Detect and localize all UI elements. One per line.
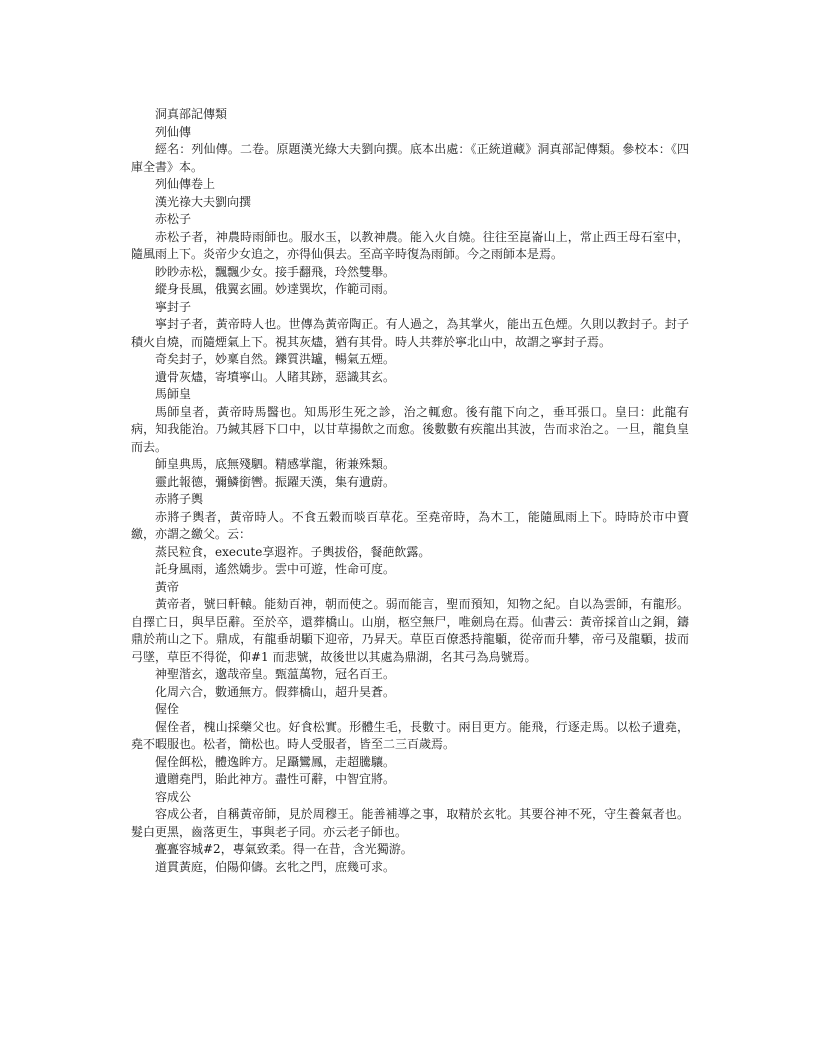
verse-rongchenggong-2: 道貫黃庭，伯陽仰儔。玄牝之門，庶幾可求。 <box>155 859 396 874</box>
biography-body-chisongzi: 赤松子者，神農時雨師也。服水玉，以教神農。能入火自燒。往往至崑崙山上，常止西王母石室中，隨風雨上下。炎帝少女追之，亦得仙俱去。至高辛時復為雨師。今之雨師本是焉。 <box>131 229 689 261</box>
biography-body-mashihuang: 馬師皇者，黃帝時馬醫也。知馬形生死之診，治之輒愈。後有龍下向之，垂耳張口。皇曰：此龍有病，知我能治。乃緘其唇下口中，以甘草揚飲之而愈。後數數有疾龍出其波，告而求治之。一旦，龍負皇而去。 <box>131 404 689 454</box>
verse-rongchenggong-1: 亹亹容城#2，專氣致柔。得一在昔，含光獨游。 <box>155 842 413 856</box>
verse-ningfengzi-2: 遺骨灰燼，寄墳寧山。人睹其跡，惡識其玄。 <box>155 369 396 384</box>
verse-huangdi-1: 神聖湝玄，邈哉帝皇。甄蕰萬物，冠名百王。 <box>155 667 396 681</box>
biography-heading-ningfengzi: 寧封子 <box>155 299 192 314</box>
verse-woquan-2: 遺贈堯門，貽此神方。盡性可辭，中智宜將。 <box>155 772 396 786</box>
verse-mashihuang-1: 師皇典馬，底無殘駟。精感掌龍，術兼殊類。 <box>155 457 396 471</box>
biography-heading-woquan: 偓佺 <box>155 702 180 716</box>
biography-heading-huangdi: 黃帝 <box>155 579 180 594</box>
verse-huangdi-2: 化周六合，數通無方。假葬橋山，超升昊蒼。 <box>155 684 396 699</box>
biography-heading-chijiangziyu: 赤將子輿 <box>155 492 204 506</box>
bibliographic-note: 經名：列仙傳。二卷。原題漢光綠大夫劉向撰。底本出處：《正統道藏》洞真部記傳類。參校本：《四庫全書》本。 <box>131 142 689 174</box>
volume-heading-juanshang: 列仙傳卷上 <box>155 177 216 191</box>
biography-body-chijiangziyu: 赤將子輿者，黃帝時人。不食五穀而啖百草花。至堯帝時，為木工，能隨風雨上下。時時於市中賣繳，亦謂之繳父。云： <box>131 509 689 541</box>
biography-heading-rongchenggong: 容成公 <box>155 789 192 804</box>
verse-chijiangziyu-2: 託身風雨，遙然嬌步。雲中可遊，性命可度。 <box>155 562 396 576</box>
verse-chijiangziyu-1: 蒸民粒食，execute享遐祚。子輿拔俗，餐葩飲露。 <box>155 544 431 559</box>
biography-body-rongchenggong: 容成公者，自稱黃帝師，見於周穆王。能善補導之事，取精於玄牝。其要谷神不死，守生養氣者也。髮白更黑，齒落更生，事與老子同。亦云老子師也。 <box>131 807 689 839</box>
biography-heading-mashihuang: 馬師皇 <box>155 387 192 401</box>
verse-mashihuang-2: 靈此報德，彌鱗銜轡。振躍天漢，集有遺蔚。 <box>155 474 396 489</box>
verse-ningfengzi-1: 奇矣封子，妙稟自然。鑠質洪罏，暢氣五煙。 <box>155 352 396 366</box>
biography-body-huangdi: 黃帝者，號曰軒轅。能劾百神，朝而使之。弱而能言，聖而預知，知物之紀。自以為雲師，有龍形。自擇亡日，與旱臣辭。至於卒，還葬橋山。山崩，柩空無尸，唯劍烏在焉。仙書云：黃帝採首山之銅，鑄鼎於荊山之下。鼎成，有龍垂胡䫳下迎帝，乃昇天。草臣百僚悉持龍䫳，從帝而升攀，帝弓及龍䫳，拔而弓墜，草臣不得從，仰#1 而悲號，故後世以其處為鼎湖，名其弓為烏號焉。 <box>131 597 689 664</box>
work-title-liexianzhuan: 列仙傳 <box>155 124 192 139</box>
biography-body-ningfengzi: 寧封子者，黃帝時人也。世傳為黃帝陶正。有人過之，為其掌火，能出五色煙。久則以教封子。封子積火自燒，而隨煙氣上下。視其灰燼，猶有其骨。時人共葬於寧北山中，故謂之寧封子焉。 <box>131 317 689 349</box>
section-heading-dongzhenbu: 洞真部記傳類 <box>155 107 228 121</box>
attribution-liuxiang: 漢光祿大夫劉向撰 <box>155 194 252 209</box>
verse-chisongzi-1: 眇眇赤松，飄飄少女。接手翻飛，玲然雙舉。 <box>155 264 396 279</box>
verse-chisongzi-2: 縱身長風，俄翼玄圃。妙達巽坎，作範司雨。 <box>155 282 396 296</box>
biography-body-woquan: 偓佺者，槐山採藥父也。好食松實。形體生毛，長數寸。兩目更方。能飛，行逐走馬。以松子遺堯，堯不暇服也。松者，簡松也。時人受服者，皆至二三百歲焉。 <box>131 719 689 751</box>
verse-woquan-1: 偓佺餌松，體逸眸方。足躡鸞鳳，走超騰驤。 <box>155 754 396 769</box>
biography-heading-chisongzi: 赤松子 <box>155 212 192 226</box>
document-text-body <box>131 106 689 876</box>
